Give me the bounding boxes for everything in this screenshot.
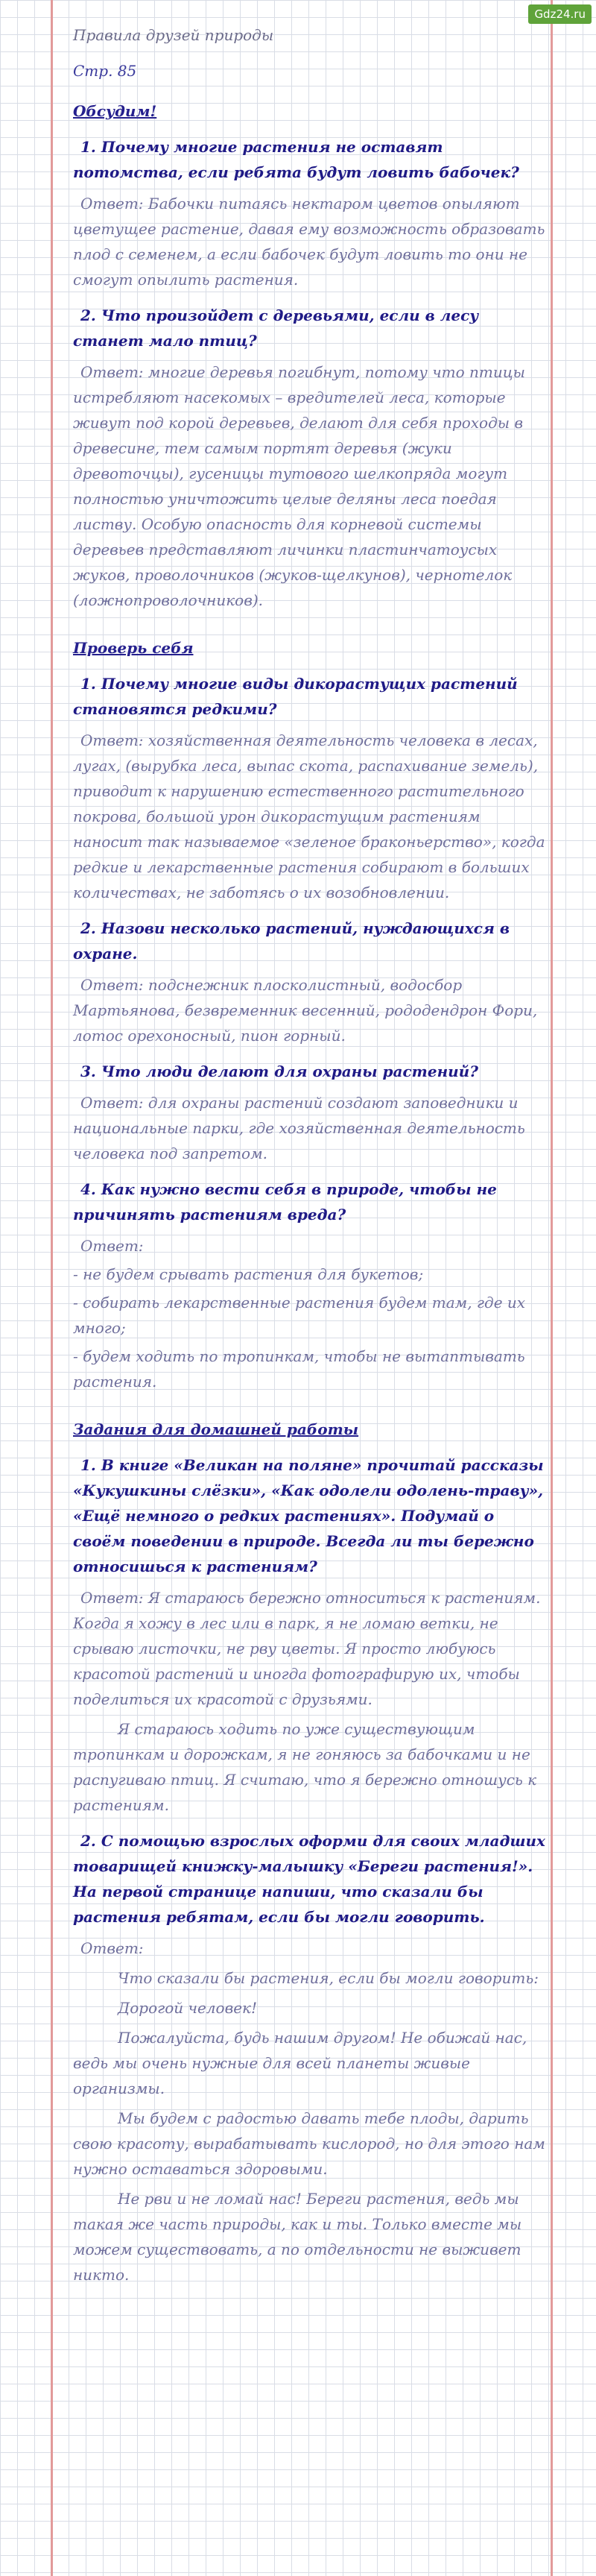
answer-list-item: - собирать лекарственные растения будем там, где их много;	[73, 1294, 526, 1337]
question: 1. Почему многие растения не оставят потомства, если ребята будут ловить бабочек?	[73, 138, 519, 181]
section-heading-discuss: Обсудим!	[73, 102, 157, 120]
answer: Ответ: Я стараюсь бережно относиться к растениям. Когда я хожу в лес или в парк, я не ломаю ветки, не срываю листочки, не рву цветы. Я просто любуюсь красотой растений и иногда фотографирую их, чтобы поделиться их красотой с друзьями.	[73, 1589, 541, 1708]
question: 2. Что произойдет с деревьями, если в лесу станет мало птиц?	[73, 306, 479, 350]
answer-paragraph: Не рви и не ломай нас! Береги растения, ведь мы такая же часть природы, как и ты. Только вместе мы можем существовать, а по отдельности не выживет никто.	[73, 2190, 522, 2284]
section-heading-homework: Задания для домашней работы	[73, 1420, 359, 1438]
notebook-margin-right	[551, 0, 553, 2576]
answer-list-item: - будем ходить по тропинкам, чтобы не вытаптывать растения.	[73, 1347, 525, 1391]
section-heading-check-yourself: Проверь себя	[73, 639, 194, 657]
answer-label: Ответ:	[80, 1237, 144, 1255]
question: 4. Как нужно вести себя в природе, чтобы не причинять растениям вреда?	[73, 1180, 497, 1224]
topic-title: Правила друзей природы	[73, 26, 274, 44]
question: 2. С помощью взрослых оформи для своих младших товарищей книжку-малышку «Береги растения!». На первой странице напиши, что сказали бы растения ребятам, если бы могли говорить.	[73, 1832, 545, 1926]
question: 2. Назови несколько растений, нуждающихся в охране.	[73, 919, 510, 963]
notebook-margin-left	[51, 0, 53, 2576]
answer-paragraph: Я стараюсь ходить по уже существующим тропинкам и дорожкам, я не гоняюсь за бабочками и не распугиваю птиц. Я считаю, что я бережно отношусь к растениям.	[73, 1720, 537, 1814]
answer-paragraph: Мы будем с радостью давать тебе плоды, дарить свою красоту, вырабатывать кислород, но для этого нам нужно оставаться здоровыми.	[73, 2109, 545, 2178]
question: 1. Почему многие виды дикорастущих растений становятся редкими?	[73, 675, 518, 718]
question: 1. В книге «Великан на поляне» прочитай рассказы «Кукушкины слёзки», «Как одолели одолень-траву», «Ещё немного о редких растениях». Подумай о своём поведении в природе. Всегда ли ты бережно относишься к растениям?	[73, 1456, 544, 1575]
answer-paragraph: Дорогой человек!	[118, 1999, 258, 2017]
answer: Ответ: хозяйственная деятельность человека в лесах, лугах, (вырубка леса, выпас скота, распахивание земель), приводит к нарушению естественного растительного покрова, большой урон дикорастущим растениям наносит так называемое «зеленое браконьерство», когда редкие и лекарственные растения собирают в больших количествах, не заботясь о их возобновлении.	[73, 731, 545, 901]
answer: Ответ: многие деревья погибнут, потому что птицы истребляют насекомых – вредителей леса, которые живут под корой деревьев, делают для себя проходы в древесине, тем самым портят деревья (жуки древоточцы), гусеницы тутового шелкопряда могут полностью уничтожить целые деляны леса поедая листву. Особую опасность для корневой системы деревьев представляют личинки пластинчатоусых жуков, проволочников (жуков-щелкунов), чернотелок (ложнопроволочников).	[73, 363, 525, 609]
question: 3. Что люди делают для охраны растений?	[80, 1062, 478, 1080]
answer-list-item: - не будем срывать растения для букетов;	[73, 1265, 424, 1283]
answer: Ответ: для охраны растений создают заповедники и национальные парки, где хозяйственная деятельность человека под запретом.	[73, 1094, 525, 1162]
notebook-page	[73, 22, 550, 2292]
page-reference: Стр. 85	[73, 62, 137, 80]
answer-paragraph: Пожалуйста, будь нашим другом! Не обижай нас, ведь мы очень нужные для всей планеты живые организмы.	[73, 2029, 527, 2097]
answer: Ответ: Бабочки питаясь нектаром цветов опыляют цветущее растение, давая ему возможность образовать плод с семенем, а если бабочек будут ловить то они не смогут опылить растения.	[73, 195, 545, 289]
answer: Ответ: подснежник плосколистный, водосбор Мартьянова, безвременник весенний, рододендрон Фори, лотос орехоносный, пион горный.	[73, 976, 538, 1045]
site-badge[interactable]: Gdz24.ru	[528, 4, 592, 24]
answer-paragraph: Что сказали бы растения, если бы могли говорить:	[118, 1969, 539, 1987]
answer-label: Ответ:	[80, 1939, 144, 1957]
